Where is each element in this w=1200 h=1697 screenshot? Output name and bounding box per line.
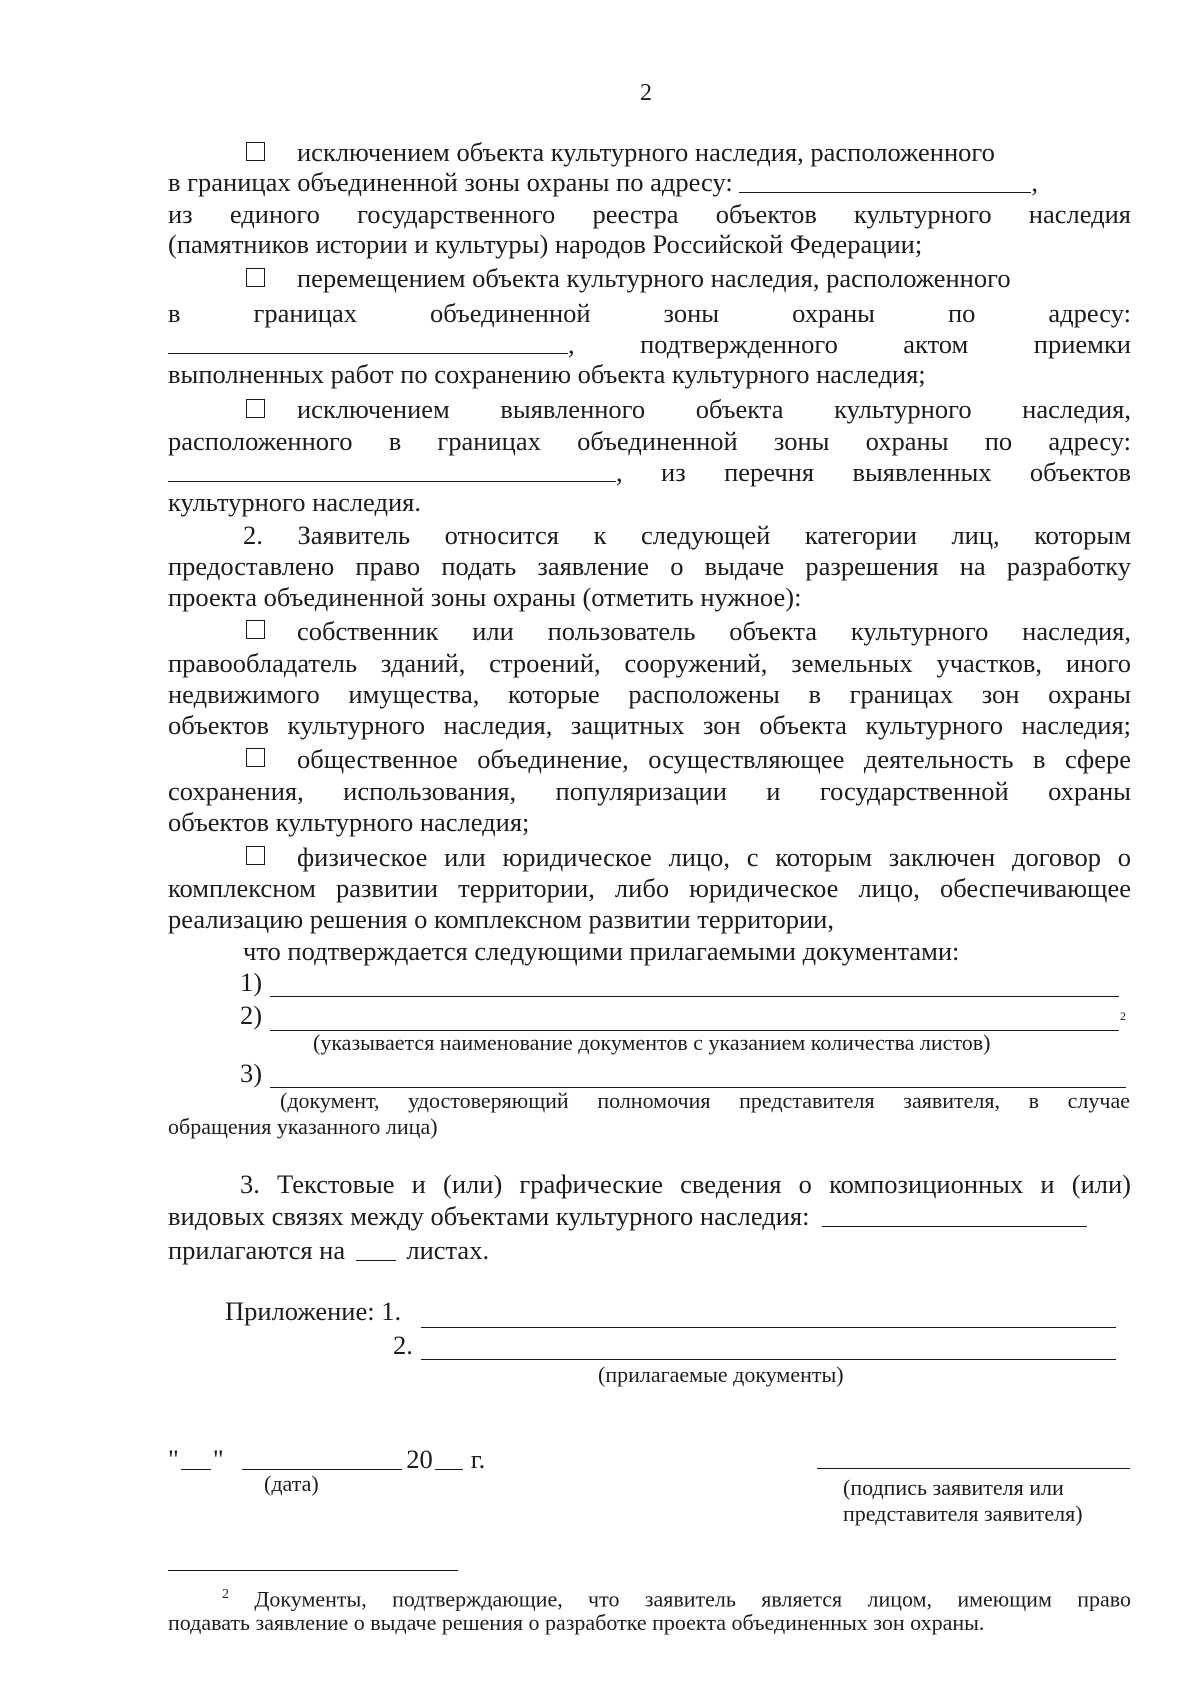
doc2-footnote-mark: 2 bbox=[1120, 1009, 1126, 1023]
attachment-2-field[interactable] bbox=[421, 1359, 1116, 1360]
signature-field[interactable] bbox=[817, 1468, 1130, 1469]
owner-option-checkbox[interactable] bbox=[246, 620, 265, 639]
doc1-field[interactable] bbox=[270, 996, 1119, 997]
signature-caption-line-1: (подпись заявителя или bbox=[843, 1475, 1064, 1500]
section3-line-2: видовых связях между объектами культурного наследия: bbox=[168, 1201, 1131, 1232]
doc3-caption-line-1: (документ, удостоверяющий полномочия представителя заявителя, в случае bbox=[280, 1088, 1130, 1113]
section2-line-3: проекта объединенной зоны охраны (отметить нужное): bbox=[168, 582, 802, 612]
footnote-separator bbox=[168, 1570, 458, 1571]
date-year-field[interactable] bbox=[435, 1447, 463, 1470]
association-option-checkbox[interactable] bbox=[246, 748, 265, 767]
date-month-field[interactable] bbox=[242, 1447, 402, 1470]
exclusion-identified-checkbox[interactable] bbox=[246, 399, 265, 418]
date-day-field[interactable] bbox=[181, 1447, 211, 1470]
exclusion-object-checkbox[interactable] bbox=[246, 142, 265, 161]
footnote-line-1: $^2$ Документы, подтверждающие, что заявитель является лицом, имеющим право bbox=[222, 1586, 1132, 1612]
relocation-line-2: в границах объединенной зоны охраны по адресу: bbox=[168, 298, 1131, 328]
exclusion-identified-address-field[interactable] bbox=[168, 457, 616, 482]
attachments-caption: (прилагаемые документы) bbox=[598, 1362, 844, 1387]
owner-option-line-4: объектов культурного наследия, защитных зон объекта культурного наследия; bbox=[168, 710, 1131, 740]
exclusion-identified-line-3: , из перечня выявленных объектов bbox=[168, 457, 1131, 488]
doc3-caption-line-2: обращения указанного лица) bbox=[168, 1114, 438, 1139]
relocation-line-1: перемещением объекта культурного наследия, расположенного bbox=[246, 263, 1126, 294]
exclusion-object-line-1: исключением объекта культурного наследия, расположенного bbox=[246, 137, 1126, 168]
exclusion-object-address-field[interactable] bbox=[739, 170, 1031, 193]
doc-caption: (указывается наименование документов с указанием количества листов) bbox=[313, 1030, 991, 1055]
section2-line-1: 2. Заявитель относится к следующей категории лиц, которым bbox=[243, 520, 1131, 550]
association-option-line-1: общественное объединение, осуществляющее деятельность в сфере bbox=[246, 744, 1131, 775]
signature-caption-line-2: представителя заявителя) bbox=[843, 1501, 1083, 1526]
association-option-line-3: объектов культурного наследия; bbox=[168, 807, 530, 837]
exclusion-identified-line-4: культурного наследия. bbox=[168, 487, 421, 517]
association-option-line-2: сохранения, использования, популяризации и государственной охраны bbox=[168, 776, 1131, 806]
owner-option-line-2: правообладатель зданий, строений, сооружений, земельных участков, иного bbox=[168, 648, 1131, 678]
section3-line-1: 3. Текстовые и (или) графические сведения о композиционных и (или) bbox=[240, 1169, 1131, 1199]
person-option-checkbox[interactable] bbox=[246, 846, 265, 865]
page-number: 2 bbox=[640, 80, 652, 106]
section2-line-2: предоставлено право подать заявление о выдаче разрешения на разработку bbox=[168, 551, 1131, 581]
person-option-line-2: комплексном развитии территории, либо юридическое лицо, обеспечивающее bbox=[168, 873, 1131, 903]
owner-option-line-1: собственник или пользователь объекта культурного наследия, bbox=[246, 616, 1131, 647]
exclusion-identified-line-2: расположенного в границах объединенной зоны охраны по адресу: bbox=[168, 426, 1131, 456]
doc2-label: 2) bbox=[240, 1000, 263, 1030]
footnote-line-2: подавать заявление о выдаче решения о разработке проекта объединенных зон охраны. bbox=[168, 1610, 985, 1635]
attachment-2-number: 2. bbox=[393, 1330, 413, 1360]
sheets-count-field[interactable] bbox=[356, 1238, 396, 1261]
person-option-line-1: физическое или юридическое лицо, с которым заключен договор о bbox=[246, 842, 1131, 873]
relocation-checkbox[interactable] bbox=[246, 268, 265, 287]
relocation-address-field[interactable] bbox=[168, 329, 568, 354]
person-option-line-3: реализацию решения о комплексном развитии территории, bbox=[168, 904, 834, 934]
date-caption: (дата) bbox=[264, 1471, 319, 1496]
confirmed-line: что подтверждается следующими прилагаемыми документами: bbox=[243, 936, 960, 966]
exclusion-object-line-2: в границах объединенной зоны охраны по адресу: , bbox=[168, 167, 1038, 197]
exclusion-object-line-3: из единого государственного реестра объектов культурного наследия bbox=[168, 199, 1131, 229]
section3-line-3: прилагаются на листах. bbox=[168, 1235, 490, 1265]
attachment-1-field[interactable] bbox=[421, 1327, 1116, 1328]
attachments-label: Приложение: 1. bbox=[225, 1296, 402, 1326]
exclusion-object-line-4: (памятников истории и культуры) народов Российской Федерации; bbox=[168, 229, 923, 259]
doc1-label: 1) bbox=[240, 967, 263, 997]
relocation-line-4: выполненных работ по сохранению объекта культурного наследия; bbox=[168, 359, 926, 389]
date-line: " " 20 г. bbox=[168, 1444, 486, 1474]
doc3-label: 3) bbox=[240, 1058, 263, 1088]
relocation-line-3: , подтвержденного актом приемки bbox=[168, 329, 1131, 360]
exclusion-identified-line-1: исключением выявленного объекта культурного наследия, bbox=[246, 394, 1131, 425]
owner-option-line-3: недвижимого имущества, которые расположены в границах зон охраны bbox=[168, 679, 1131, 709]
section3-field[interactable] bbox=[822, 1204, 1087, 1227]
